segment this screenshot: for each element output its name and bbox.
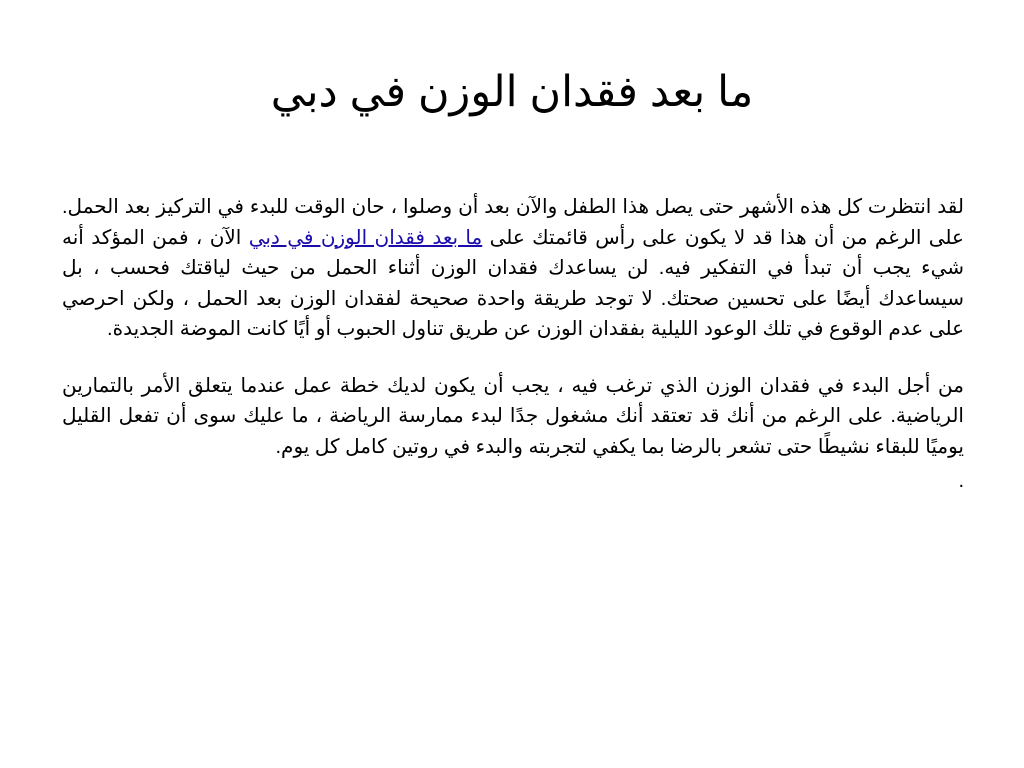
paragraph-1-text-end: الآن ، فمن المؤكد أنه شيء يجب أن تبدأ في التفكير فيه. لن يساعدك فقدان الوزن أثناء الحمل من حيث لياقتك فحسب ، بل سيساعدك أيضًا على تحسين صحتك. لا توجد طريقة واحدة صحيحة لفقدان الوزن بعد الحمل ، ولكن احرصي على عدم الوقوع في تلك الوعود الليلية بفقدان الوزن عن طريق تناول الحبوب أو أيًا كانت الموضة الجديدة. [62, 226, 964, 340]
paragraph-2: من أجل البدء في فقدان الوزن الذي ترغب فيه ، يجب أن يكون لديك خطة عمل عندما يتعلق الأمر بالتمارين الرياضية. على الرغم من أنك قد تعتقد أنك مشغول جدًا لبدء ممارسة الرياضة ، ما عليك سوى أن تفعل القليل يوميًا للبقاء نشيطًا حتى تشعر بالرضا بما يكفي لتجربته والبدء في روتين كامل كل يوم. [62, 374, 964, 458]
paragraph-1 [62, 192, 964, 345]
slide-title: ما بعد فقدان الوزن في دبي [270, 68, 754, 116]
paragraph-1-text-start: لقد انتظرت كل هذه الأشهر حتى يصل هذا الطفل والآن بعد أن وصلوا ، حان الوقت للبدء في التركيز بعد الحمل. على الرغم من أن هذا قد لا يكون على رأس قائمتك على [62, 196, 964, 249]
post-weight-loss-dubai-link[interactable]: ما بعد فقدان الوزن في دبي [248, 226, 483, 249]
trailing-dot: . [958, 470, 964, 492]
slide-body [62, 192, 964, 494]
